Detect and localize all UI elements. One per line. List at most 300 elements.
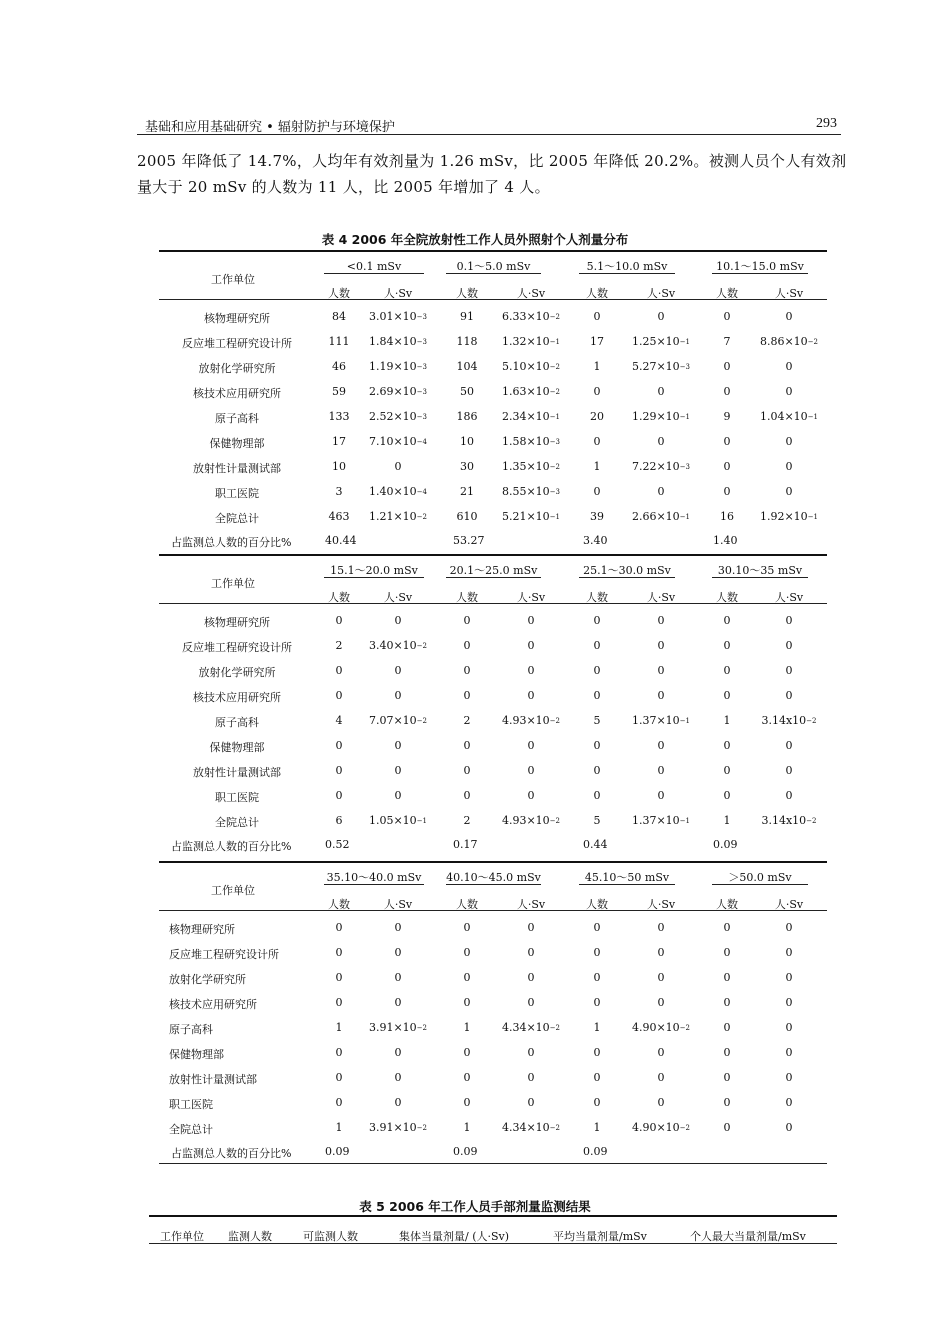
collective-dose-cell: 0 xyxy=(785,1121,793,1134)
dose-range-header: 0.1～5.0 mSv xyxy=(446,260,541,274)
collective-dose-cell: 1.04×10−1 xyxy=(759,410,819,423)
row-unit-name: 反应堆工程研究设计所 xyxy=(182,641,292,654)
person-count-cell: 0 xyxy=(723,1046,731,1059)
person-count-cell: 0 xyxy=(335,664,343,677)
collective-dose-cell: 0 xyxy=(527,921,535,934)
exponent: −4 xyxy=(416,438,428,446)
row-unit-name: 全院总计 xyxy=(169,1123,213,1136)
count-header: 人数 xyxy=(586,287,608,300)
person-count-cell: 0 xyxy=(723,1096,731,1109)
person-count-cell: 1 xyxy=(593,1021,601,1034)
collective-dose-cell: 0 xyxy=(527,971,535,984)
collective-dose-cell: 4.93×10−2 xyxy=(501,814,561,827)
collective-dose-cell: 1.63×10−2 xyxy=(501,385,561,398)
exponent: −1 xyxy=(807,513,819,521)
person-count-cell: 610 xyxy=(456,510,478,523)
collective-dose-cell: 3.91×10−2 xyxy=(368,1021,428,1034)
row-unit-name: 保健物理部 xyxy=(209,437,265,450)
person-count-cell: 0 xyxy=(593,664,601,677)
collective-dose-cell: 4.34×10−2 xyxy=(501,1121,561,1134)
collective-dose-header: 人·Sv xyxy=(383,591,413,604)
collective-dose-cell: 1.40×10−4 xyxy=(368,485,428,498)
collective-dose-cell: 2.69×10−3 xyxy=(368,385,428,398)
person-count-cell: 0 xyxy=(335,921,343,934)
exponent: −2 xyxy=(679,1024,691,1032)
person-count-cell: 133 xyxy=(328,410,350,423)
exponent: −2 xyxy=(549,817,561,825)
collective-dose-cell: 0 xyxy=(657,385,665,398)
person-count-cell: 0 xyxy=(593,1096,601,1109)
person-count-cell: 5 xyxy=(593,714,601,727)
exponent: −1 xyxy=(679,338,691,346)
collective-dose-cell: 1.35×10−2 xyxy=(501,460,561,473)
collective-dose-cell: 3.40×10−2 xyxy=(368,639,428,652)
exponent: −2 xyxy=(806,717,817,725)
dose-range-header: ＞50.0 mSv xyxy=(712,871,808,885)
row-unit-name: 职工医院 xyxy=(215,791,259,804)
collective-dose-cell: 0 xyxy=(785,485,793,498)
count-header: 人数 xyxy=(456,898,478,911)
header-rule xyxy=(159,299,827,300)
person-count-cell: 59 xyxy=(332,385,346,398)
person-count-cell: 21 xyxy=(460,485,474,498)
person-count-cell: 46 xyxy=(332,360,346,373)
dose-range-header: 30.10～35 mSv xyxy=(712,564,808,578)
collective-dose-cell: 4.90×10−2 xyxy=(631,1021,691,1034)
collective-dose-cell: 2.34×10−1 xyxy=(501,410,561,423)
percentage-cell: 0.52 xyxy=(325,838,350,851)
percentage-cell: 0.17 xyxy=(453,838,478,851)
person-count-cell: 0 xyxy=(723,460,731,473)
header-rule xyxy=(159,910,827,911)
person-count-cell: 0 xyxy=(463,764,471,777)
person-count-cell: 2 xyxy=(463,714,471,727)
person-count-cell: 39 xyxy=(590,510,604,523)
person-count-cell: 0 xyxy=(335,1071,343,1084)
collective-dose-header: 人·Sv xyxy=(516,287,546,300)
person-count-cell: 0 xyxy=(723,971,731,984)
exponent: −2 xyxy=(549,463,561,471)
collective-dose-cell: 1.25×10−1 xyxy=(631,335,691,348)
collective-dose-cell: 0 xyxy=(394,946,402,959)
person-count-cell: 118 xyxy=(456,335,478,348)
collective-dose-cell: 0 xyxy=(527,946,535,959)
percentage-cell: 0.09 xyxy=(325,1145,350,1158)
collective-dose-cell: 1.37×10−1 xyxy=(631,814,691,827)
running-header xyxy=(137,114,841,135)
percentage-cell: 3.40 xyxy=(583,534,608,547)
person-count-cell: 0 xyxy=(723,946,731,959)
person-count-cell: 0 xyxy=(723,485,731,498)
person-count-cell: 0 xyxy=(723,310,731,323)
collective-dose-cell: 0 xyxy=(657,996,665,1009)
collective-dose-cell: 0 xyxy=(657,739,665,752)
person-count-cell: 1 xyxy=(593,1121,601,1134)
person-count-cell: 2 xyxy=(335,639,343,652)
person-count-cell: 6 xyxy=(335,814,343,827)
count-header: 人数 xyxy=(456,287,478,300)
person-count-cell: 0 xyxy=(463,1096,471,1109)
row-unit-name: 职工医院 xyxy=(169,1098,213,1111)
exponent: −2 xyxy=(549,388,561,396)
dose-range-header: 20.1～25.0 mSv xyxy=(446,564,541,578)
collective-dose-cell: 0 xyxy=(785,360,793,373)
person-count-cell: 0 xyxy=(463,1046,471,1059)
table5-top-rule xyxy=(149,1215,837,1217)
table5-column-header: 监测人数 xyxy=(228,1230,272,1243)
person-count-cell: 0 xyxy=(593,435,601,448)
collective-dose-cell: 0 xyxy=(527,1046,535,1059)
exponent: −1 xyxy=(416,817,428,825)
collective-dose-cell: 1.37×10−1 xyxy=(631,714,691,727)
person-count-cell: 1 xyxy=(335,1021,343,1034)
collective-dose-cell: 0 xyxy=(394,971,402,984)
person-count-cell: 1 xyxy=(463,1121,471,1134)
table5-column-header: 可监测人数 xyxy=(303,1230,358,1243)
exponent: −1 xyxy=(679,817,691,825)
dose-range-header: 25.1～30.0 mSv xyxy=(579,564,675,578)
row-unit-name: 保健物理部 xyxy=(209,741,265,754)
row-unit-name: 核物理研究所 xyxy=(204,616,270,629)
collective-dose-header: 人·Sv xyxy=(383,287,413,300)
row-unit-name: 反应堆工程研究设计所 xyxy=(182,337,292,350)
person-count-cell: 0 xyxy=(335,1046,343,1059)
collective-dose-cell: 0 xyxy=(394,921,402,934)
row-unit-name: 原子高科 xyxy=(215,412,259,425)
person-count-cell: 0 xyxy=(593,996,601,1009)
collective-dose-header: 人·Sv xyxy=(516,591,546,604)
count-header: 人数 xyxy=(716,591,738,604)
row-unit-name: 职工医院 xyxy=(215,487,259,500)
percentage-cell: 53.27 xyxy=(453,534,485,547)
count-header: 人数 xyxy=(586,591,608,604)
collective-dose-cell: 0 xyxy=(394,460,402,473)
collective-dose-header: 人·Sv xyxy=(646,591,676,604)
person-count-cell: 0 xyxy=(463,639,471,652)
collective-dose-header: 人·Sv xyxy=(774,898,804,911)
journal-section-title: 基础和应用基础研究 • 辐射防护与环境保护 xyxy=(145,120,395,135)
collective-dose-cell: 0 xyxy=(394,789,402,802)
exponent: −3 xyxy=(416,413,428,421)
dose-range-header: 15.1～20.0 mSv xyxy=(324,564,424,578)
table5-column-header: 平均当量剂量/mSv xyxy=(553,1230,647,1243)
person-count-cell: 0 xyxy=(723,1071,731,1084)
collective-dose-cell: 0 xyxy=(657,310,665,323)
collective-dose-cell: 0 xyxy=(657,946,665,959)
collective-dose-cell: 1.05×10−1 xyxy=(368,814,428,827)
person-count-cell: 84 xyxy=(332,310,346,323)
row-unit-name: 保健物理部 xyxy=(169,1048,224,1061)
column-header-unit: 工作单位 xyxy=(211,884,255,897)
collective-dose-cell: 0 xyxy=(527,689,535,702)
collective-dose-cell: 0 xyxy=(657,664,665,677)
collective-dose-cell: 0 xyxy=(785,996,793,1009)
exponent: −1 xyxy=(549,513,561,521)
person-count-cell: 0 xyxy=(723,385,731,398)
collective-dose-cell: 2.66×10−1 xyxy=(631,510,691,523)
person-count-cell: 111 xyxy=(328,335,350,348)
collective-dose-cell: 0 xyxy=(527,789,535,802)
row-unit-name: 核技术应用研究所 xyxy=(193,387,281,400)
person-count-cell: 0 xyxy=(723,639,731,652)
collective-dose-cell: 0 xyxy=(785,385,793,398)
row-unit-name: 放射性计量测试部 xyxy=(169,1073,257,1086)
row-unit-name: 放射性计量测试部 xyxy=(193,462,281,475)
person-count-cell: 1 xyxy=(723,714,731,727)
table5-column-header: 个人最大当量剂量/mSv xyxy=(690,1230,806,1243)
collective-dose-cell: 1.84×10−3 xyxy=(368,335,428,348)
collective-dose-cell: 0 xyxy=(527,664,535,677)
person-count-cell: 10 xyxy=(332,460,346,473)
page-number: 293 xyxy=(816,116,837,131)
collective-dose-cell: 0 xyxy=(785,971,793,984)
collective-dose-cell: 5.10×10−2 xyxy=(501,360,561,373)
collective-dose-cell: 0 xyxy=(785,435,793,448)
row-unit-name: 原子高科 xyxy=(169,1023,213,1036)
person-count-cell: 0 xyxy=(593,971,601,984)
header-rule xyxy=(159,603,827,604)
person-count-cell: 20 xyxy=(590,410,604,423)
person-count-cell: 0 xyxy=(723,764,731,777)
table5-caption: 表 5 2006 年工作人员手部剂量监测结果 xyxy=(359,1199,591,1214)
collective-dose-cell: 0 xyxy=(657,971,665,984)
collective-dose-cell: 5.21×10−1 xyxy=(501,510,561,523)
person-count-cell: 104 xyxy=(456,360,478,373)
collective-dose-cell: 3.14x10−2 xyxy=(761,714,817,727)
exponent: −2 xyxy=(416,1124,428,1132)
person-count-cell: 0 xyxy=(335,789,343,802)
person-count-cell: 0 xyxy=(593,639,601,652)
exponent: −3 xyxy=(416,363,428,371)
exponent: −1 xyxy=(549,413,561,421)
table5-column-header: 工作单位 xyxy=(160,1230,204,1243)
collective-dose-cell: 3.14x10−2 xyxy=(761,814,817,827)
person-count-cell: 91 xyxy=(460,310,474,323)
exponent: −1 xyxy=(549,338,561,346)
dose-range-header: 35.10～40.0 mSv xyxy=(324,871,424,885)
person-count-cell: 0 xyxy=(335,764,343,777)
person-count-cell: 0 xyxy=(593,739,601,752)
row-unit-name: 核技术应用研究所 xyxy=(169,998,257,1011)
collective-dose-cell: 1.21×10−2 xyxy=(368,510,428,523)
person-count-cell: 0 xyxy=(335,689,343,702)
person-count-cell: 16 xyxy=(720,510,734,523)
person-count-cell: 0 xyxy=(593,689,601,702)
person-count-cell: 0 xyxy=(723,1121,731,1134)
person-count-cell: 50 xyxy=(460,385,474,398)
collective-dose-cell: 0 xyxy=(785,921,793,934)
collective-dose-cell: 0 xyxy=(527,639,535,652)
collective-dose-cell: 2.52×10−3 xyxy=(368,410,428,423)
collective-dose-cell: 0 xyxy=(657,485,665,498)
collective-dose-cell: 1.29×10−1 xyxy=(631,410,691,423)
percentage-cell: 0.09 xyxy=(583,1145,608,1158)
collective-dose-cell: 0 xyxy=(527,739,535,752)
row-unit-name: 核物理研究所 xyxy=(204,312,270,325)
table-rule xyxy=(159,250,827,252)
collective-dose-header: 人·Sv xyxy=(516,898,546,911)
exponent: −3 xyxy=(416,388,428,396)
percentage-cell: 0.09 xyxy=(453,1145,478,1158)
collective-dose-cell: 0 xyxy=(657,764,665,777)
person-count-cell: 0 xyxy=(463,689,471,702)
collective-dose-cell: 3.01×10−3 xyxy=(368,310,428,323)
person-count-cell: 0 xyxy=(463,946,471,959)
person-count-cell: 463 xyxy=(328,510,350,523)
person-count-cell: 0 xyxy=(593,789,601,802)
table-rule xyxy=(159,861,827,863)
row-unit-name: 放射化学研究所 xyxy=(198,666,276,679)
column-header-unit: 工作单位 xyxy=(211,577,255,590)
row-unit-name: 全院总计 xyxy=(215,512,259,525)
collective-dose-header: 人·Sv xyxy=(383,898,413,911)
exponent: −2 xyxy=(549,1024,561,1032)
exponent: −1 xyxy=(679,413,691,421)
collective-dose-cell: 0 xyxy=(394,764,402,777)
person-count-cell: 0 xyxy=(593,764,601,777)
person-count-cell: 17 xyxy=(590,335,604,348)
collective-dose-cell: 0 xyxy=(394,664,402,677)
exponent: −2 xyxy=(549,1124,561,1132)
paragraph-line: 量大于 20 mSv 的人数为 11 人，比 2005 年增加了 4 人。 xyxy=(137,178,550,196)
exponent: −3 xyxy=(679,363,691,371)
collective-dose-cell: 0 xyxy=(785,310,793,323)
person-count-cell: 1 xyxy=(723,814,731,827)
collective-dose-cell: 0 xyxy=(394,1096,402,1109)
exponent: −2 xyxy=(679,1124,691,1132)
collective-dose-cell: 0 xyxy=(394,1046,402,1059)
person-count-cell: 0 xyxy=(593,946,601,959)
exponent: −2 xyxy=(416,513,428,521)
collective-dose-cell: 0 xyxy=(527,996,535,1009)
exponent: −2 xyxy=(416,642,428,650)
collective-dose-cell: 8.55×10−3 xyxy=(501,485,561,498)
person-count-cell: 0 xyxy=(463,921,471,934)
person-count-cell: 7 xyxy=(723,335,731,348)
percentage-label: 占监测总人数的百分比% xyxy=(171,536,292,549)
count-header: 人数 xyxy=(328,591,350,604)
person-count-cell: 0 xyxy=(723,435,731,448)
person-count-cell: 0 xyxy=(723,996,731,1009)
row-unit-name: 核技术应用研究所 xyxy=(193,691,281,704)
collective-dose-cell: 0 xyxy=(785,1096,793,1109)
person-count-cell: 17 xyxy=(332,435,346,448)
row-unit-name: 原子高科 xyxy=(215,716,259,729)
person-count-cell: 5 xyxy=(593,814,601,827)
count-header: 人数 xyxy=(716,898,738,911)
percentage-label: 占监测总人数的百分比% xyxy=(171,1147,292,1160)
collective-dose-cell: 1.92×10−1 xyxy=(759,510,819,523)
person-count-cell: 0 xyxy=(463,664,471,677)
collective-dose-cell: 0 xyxy=(785,614,793,627)
collective-dose-cell: 0 xyxy=(657,639,665,652)
person-count-cell: 0 xyxy=(593,614,601,627)
collective-dose-cell: 0 xyxy=(785,1071,793,1084)
person-count-cell: 0 xyxy=(723,739,731,752)
count-header: 人数 xyxy=(716,287,738,300)
collective-dose-cell: 0 xyxy=(785,1046,793,1059)
person-count-cell: 0 xyxy=(463,1071,471,1084)
collective-dose-cell: 1.58×10−3 xyxy=(501,435,561,448)
person-count-cell: 0 xyxy=(723,789,731,802)
person-count-cell: 0 xyxy=(593,485,601,498)
exponent: −2 xyxy=(549,717,561,725)
person-count-cell: 2 xyxy=(463,814,471,827)
exponent: −2 xyxy=(807,338,819,346)
person-count-cell: 1 xyxy=(463,1021,471,1034)
collective-dose-cell: 0 xyxy=(394,739,402,752)
person-count-cell: 186 xyxy=(456,410,478,423)
collective-dose-cell: 0 xyxy=(785,664,793,677)
collective-dose-cell: 0 xyxy=(527,614,535,627)
collective-dose-cell: 0 xyxy=(785,764,793,777)
collective-dose-cell: 0 xyxy=(657,1046,665,1059)
count-header: 人数 xyxy=(456,591,478,604)
collective-dose-cell: 1.32×10−1 xyxy=(501,335,561,348)
collective-dose-cell: 0 xyxy=(785,739,793,752)
person-count-cell: 0 xyxy=(723,1021,731,1034)
table-rule xyxy=(159,554,827,556)
count-header: 人数 xyxy=(328,287,350,300)
person-count-cell: 0 xyxy=(463,971,471,984)
row-unit-name: 全院总计 xyxy=(215,816,259,829)
person-count-cell: 0 xyxy=(593,385,601,398)
dose-range-header: 45.10～50 mSv xyxy=(579,871,675,885)
collective-dose-cell: 0 xyxy=(657,614,665,627)
exponent: −2 xyxy=(416,717,428,725)
collective-dose-cell: 0 xyxy=(785,689,793,702)
collective-dose-cell: 0 xyxy=(394,689,402,702)
collective-dose-cell: 0 xyxy=(527,764,535,777)
exponent: −2 xyxy=(549,313,561,321)
table-bottom-rule xyxy=(159,1163,827,1164)
column-header-unit: 工作单位 xyxy=(211,273,255,286)
collective-dose-cell: 4.34×10−2 xyxy=(501,1021,561,1034)
person-count-cell: 0 xyxy=(463,996,471,1009)
row-unit-name: 反应堆工程研究设计所 xyxy=(169,948,279,961)
collective-dose-header: 人·Sv xyxy=(646,287,676,300)
body-paragraph xyxy=(137,148,847,200)
collective-dose-cell: 1.19×10−3 xyxy=(368,360,428,373)
percentage-cell: 40.44 xyxy=(325,534,357,547)
collective-dose-cell: 0 xyxy=(657,789,665,802)
collective-dose-cell: 8.86×10−2 xyxy=(759,335,819,348)
person-count-cell: 0 xyxy=(593,1071,601,1084)
collective-dose-cell: 0 xyxy=(657,689,665,702)
table5-column-header: 集体当量剂量/ (人·Sv) xyxy=(399,1230,510,1243)
collective-dose-cell: 5.27×10−3 xyxy=(631,360,691,373)
person-count-cell: 10 xyxy=(460,435,474,448)
collective-dose-cell: 0 xyxy=(657,1096,665,1109)
person-count-cell: 3 xyxy=(335,485,343,498)
exponent: −3 xyxy=(416,313,428,321)
collective-dose-cell: 0 xyxy=(527,1071,535,1084)
collective-dose-cell: 0 xyxy=(527,1096,535,1109)
person-count-cell: 9 xyxy=(723,410,731,423)
dose-range-header: 40.10～45.0 mSv xyxy=(446,871,541,884)
person-count-cell: 0 xyxy=(593,921,601,934)
dose-range-header: 5.1～10.0 mSv xyxy=(579,260,675,274)
person-count-cell: 0 xyxy=(723,689,731,702)
exponent: −3 xyxy=(549,488,561,496)
percentage-cell: 0.09 xyxy=(713,838,738,851)
row-unit-name: 放射化学研究所 xyxy=(169,973,246,986)
exponent: −1 xyxy=(807,413,819,421)
collective-dose-cell: 0 xyxy=(657,1071,665,1084)
collective-dose-header: 人·Sv xyxy=(646,898,676,911)
percentage-cell: 0.44 xyxy=(583,838,608,851)
collective-dose-cell: 3.91×10−2 xyxy=(368,1121,428,1134)
